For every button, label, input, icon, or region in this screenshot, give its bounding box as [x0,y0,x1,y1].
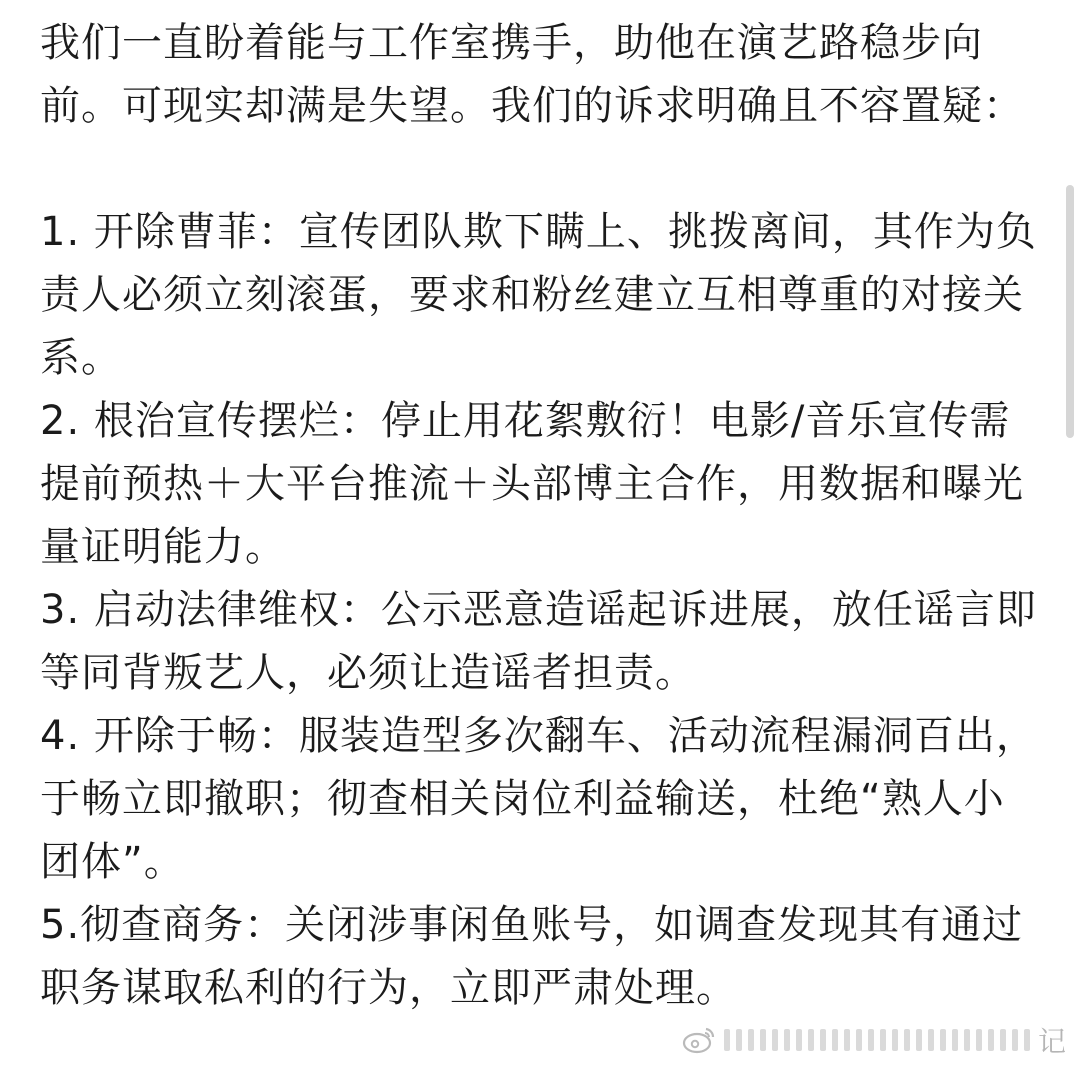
intro-paragraph: 我们一直盼着能与工作室携手，助他在演艺路稳步向前。可现实却满是失望。我们的诉求明确且不容置疑： [40,20,1024,129]
weibo-logo-icon [682,1026,716,1054]
vertical-scrollbar-thumb[interactable] [1066,185,1074,438]
demand-item-5: 5.彻查商务：关闭涉事闲鱼账号，如调查发现其有通过职务谋取私利的行为，立即严肃处理。 [40,902,1024,1011]
demand-item-2: 2. 根治宣传摆烂：停止用花絮敷衍！电影/音乐宣传需提前预热＋大平台推流＋头部博主合作，用数据和曝光量证明能力。 [40,398,1024,570]
watermark-text: 记 [1037,1025,1066,1058]
weibo-watermark [682,1020,1066,1060]
post-body [40,12,1040,1020]
watermark-redacted-name [724,1029,1030,1051]
demand-item-4: 4. 开除于畅：服装造型多次翻车、活动流程漏洞百出，于畅立即撤职；彻查相关岗位利益输送，杜绝“熟人小团体”。 [40,713,1037,885]
demand-item-3: 3. 启动法律维权：公示恶意造谣起诉进展，放任谣言即等同背叛艺人，必须让造谣者担责。 [40,587,1037,696]
demand-item-1: 1. 开除曹菲：宣传团队欺下瞒上、挑拨离间，其作为负责人必须立刻滚蛋，要求和粉丝建立互相尊重的对接关系。 [40,209,1037,381]
paragraph-spacer [40,138,1040,201]
